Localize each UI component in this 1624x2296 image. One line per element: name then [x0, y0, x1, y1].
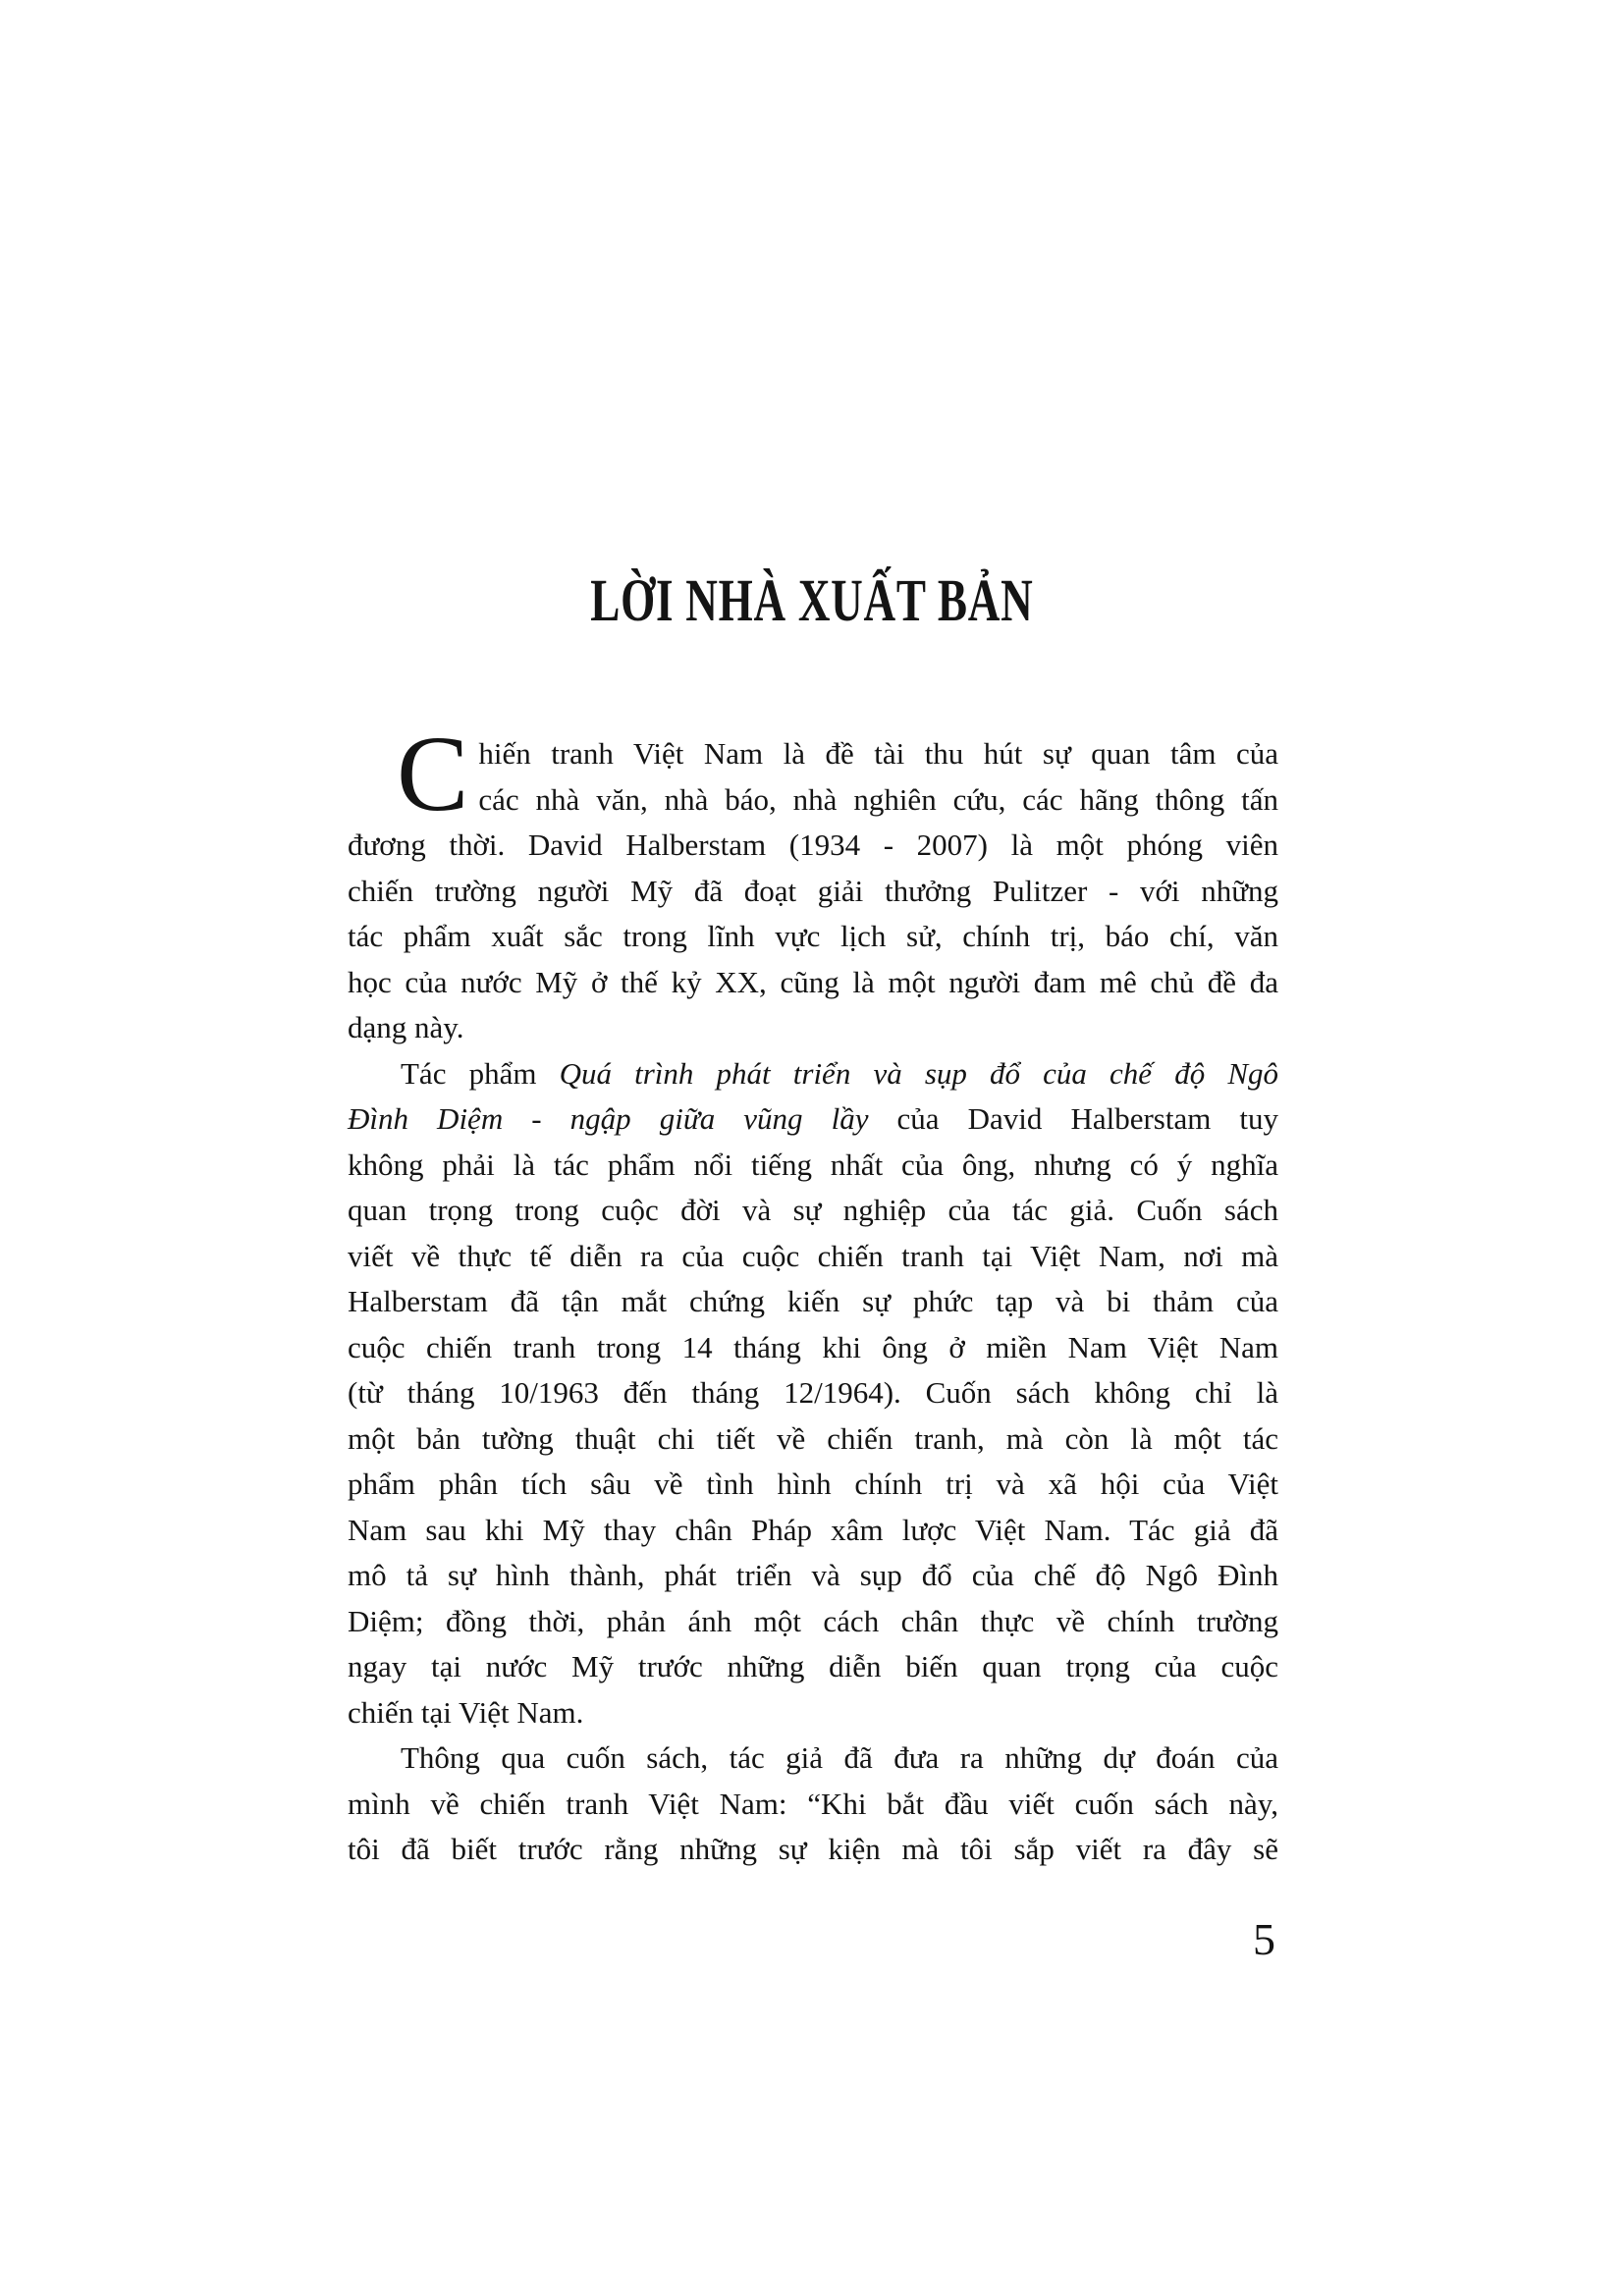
text-line — [348, 731, 1278, 777]
text-run: tôi đã biết trước rằng những sự kiện mà tôi sắp viết ra đây sẽ — [348, 1832, 1278, 1866]
text-line — [348, 1416, 1278, 1463]
text-line — [348, 1827, 1278, 1873]
paragraph — [348, 1051, 1278, 1736]
text-run: dạng này. — [348, 1010, 464, 1044]
text-run: hiến tranh Việt Nam là đề tài thu hút sự quan tâm của — [478, 736, 1278, 771]
text-line — [348, 1462, 1278, 1508]
text-line — [348, 869, 1278, 915]
text-run: học của nước Mỹ ở thế kỷ XX, cũng là một người đam mê chủ đề đa — [348, 964, 1278, 999]
text-line — [348, 1782, 1278, 1828]
text-line — [348, 1553, 1278, 1599]
text-line — [348, 1370, 1278, 1416]
text-line — [348, 1096, 1278, 1143]
text-line — [348, 823, 1278, 869]
text-run: Tác phẩm — [401, 1055, 560, 1091]
drop-cap: C — [397, 714, 469, 833]
page-number: 5 — [1253, 1914, 1275, 1964]
paragraph — [348, 714, 1278, 1051]
text-line — [348, 1188, 1278, 1234]
text-run: chiến trường người Mỹ đã đoạt giải thưởng Pulitzer - với những — [348, 873, 1278, 908]
text-line — [348, 1508, 1278, 1554]
text-line — [348, 1143, 1278, 1189]
text-run: tác phẩm xuất sắc trong lĩnh vực lịch sử, chính trị, báo chí, văn — [348, 919, 1278, 953]
text-run: các nhà văn, nhà báo, nhà nghiên cứu, các hãng thông tấn — [478, 781, 1278, 817]
text-line — [348, 1279, 1278, 1325]
text-line — [348, 1644, 1278, 1690]
text-run: mình về chiến tranh Việt Nam: “Khi bắt đầu viết cuốn sách này, — [348, 1786, 1278, 1821]
text-line — [348, 777, 1278, 824]
text-line — [348, 1325, 1278, 1371]
text-run: phẩm phân tích sâu về tình hình chính trị và xã hội của Việt — [348, 1467, 1278, 1501]
text-run: chiến tại Việt Nam. — [348, 1694, 584, 1730]
text-run: một bản tường thuật chi tiết về chiến tranh, mà còn là một tác — [348, 1420, 1278, 1456]
text-run: Thông qua cuốn sách, tác giả đã đưa ra những dự đoán của — [401, 1740, 1278, 1775]
text-run: đương thời. David Halberstam (1934 - 2007) là một phóng viên — [348, 828, 1278, 862]
text-run: viết về thực tế diễn ra của cuộc chiến tranh tại Việt Nam, nơi mà — [348, 1238, 1278, 1273]
text-run: cuộc chiến tranh trong 14 tháng khi ông ở miền Nam Việt Nam — [348, 1329, 1278, 1364]
page-title — [0, 567, 1624, 636]
text-run: quan trọng trong cuộc đời và sự nghiệp của tác giả. Cuốn sách — [348, 1193, 1278, 1227]
paragraph — [348, 1735, 1278, 1873]
text-run: (từ tháng 10/1963 đến tháng 12/1964). Cuốn sách không chỉ là — [348, 1375, 1278, 1410]
text-line — [348, 1005, 1278, 1051]
text-line — [348, 1234, 1278, 1280]
text-run: không phải là tác phẩm nổi tiếng nhất của ông, nhưng có ý nghĩa — [348, 1147, 1278, 1182]
text-line — [348, 1690, 1278, 1736]
text-run: mô tả sự hình thành, phát triển và sụp đổ của chế độ Ngô Đình — [348, 1558, 1278, 1592]
text-run: Nam sau khi Mỹ thay chân Pháp xâm lược Việt Nam. Tác giả đã — [348, 1512, 1278, 1547]
text-run: ngay tại nước Mỹ trước những diễn biến quan trọng của cuộc — [348, 1649, 1278, 1683]
text-line — [348, 960, 1278, 1006]
italic-text-run: Quá trình phát triển và sụp đổ của chế độ Ngô — [559, 1055, 1278, 1091]
text-line — [348, 1051, 1278, 1097]
text-line — [348, 1735, 1278, 1782]
page-title-text: LỜI NHÀ XUẤT BẢN — [590, 568, 1034, 634]
text-line — [348, 914, 1278, 960]
text-run: Diệm; đồng thời, phản ánh một cách chân thực về chính trường — [348, 1603, 1278, 1638]
text-run: của David Halberstam tuy — [868, 1101, 1279, 1136]
text-line — [348, 1599, 1278, 1645]
body-text — [348, 714, 1279, 1873]
italic-text-run: Đình Diệm - ngập giữa vũng lầy — [348, 1101, 869, 1136]
text-run: Halberstam đã tận mắt chứng kiến sự phức tạp và bi thảm của — [348, 1284, 1278, 1318]
